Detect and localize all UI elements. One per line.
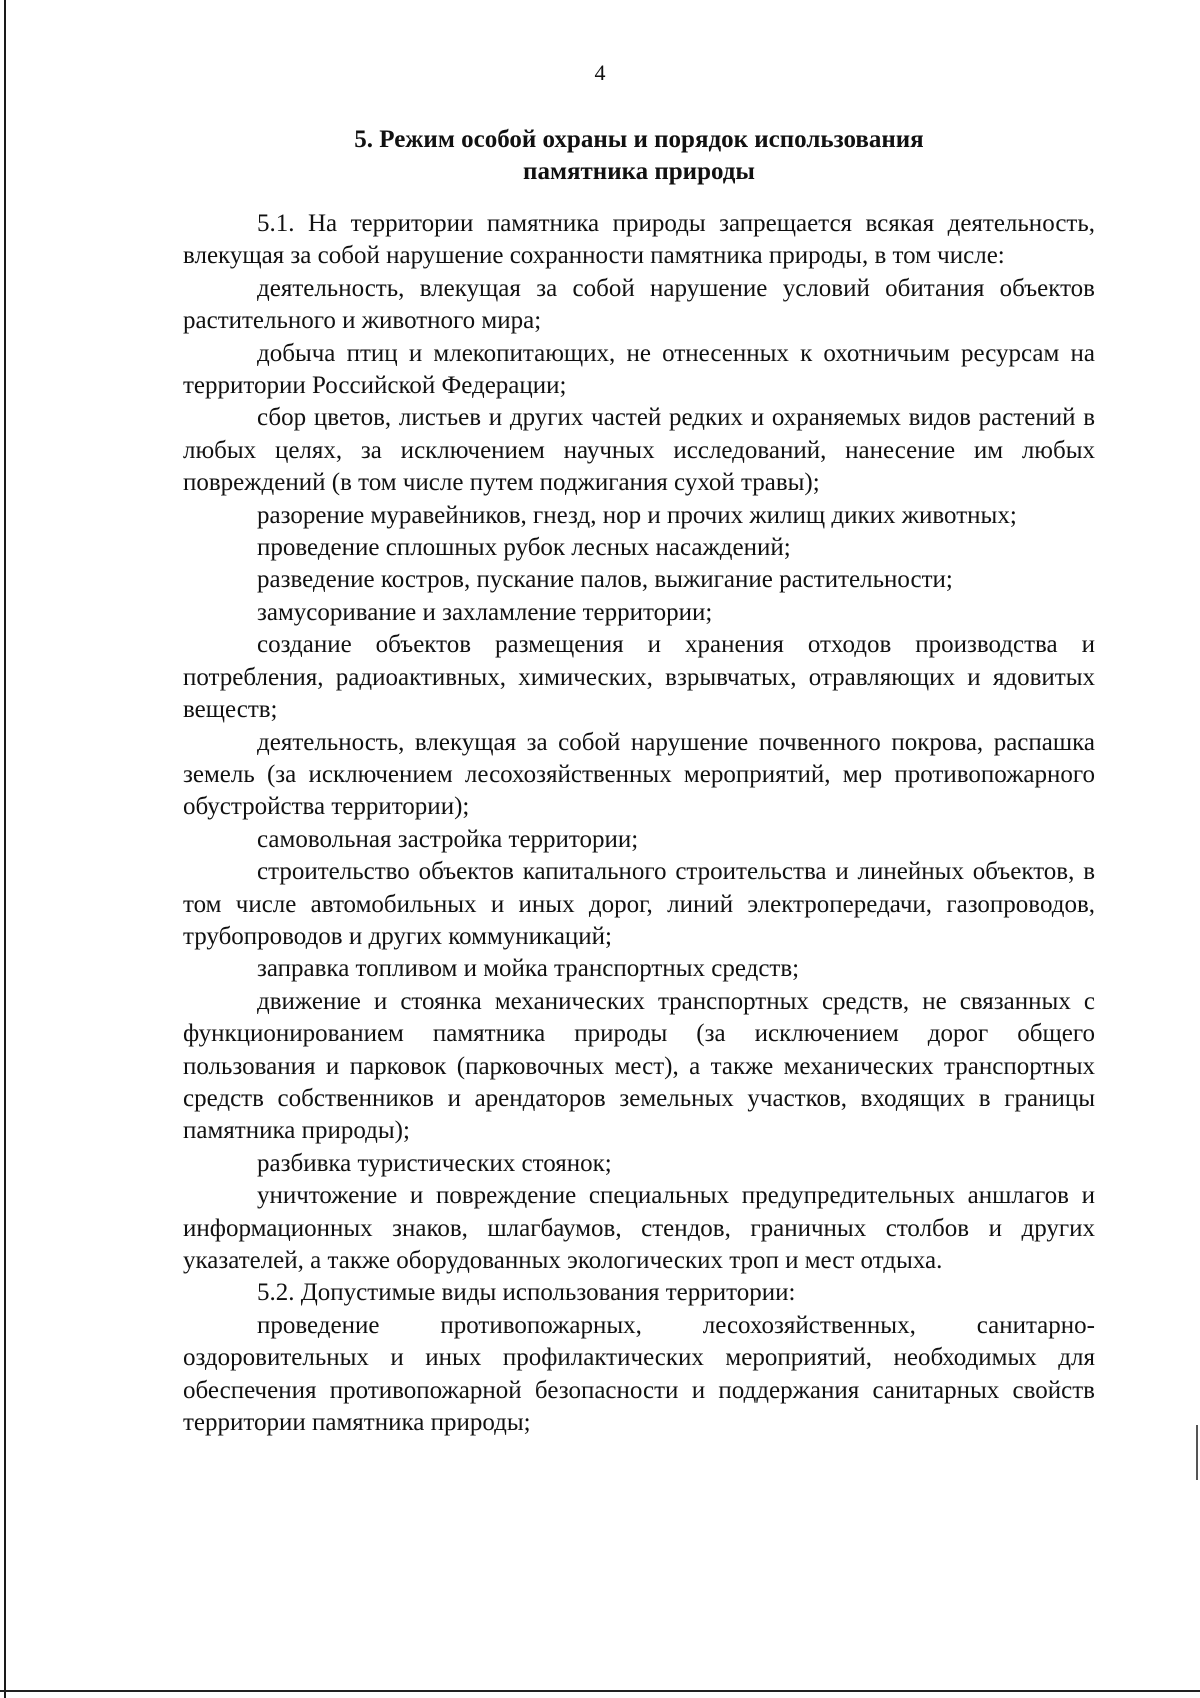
list-item: разведение костров, пускание палов, выжигание растительности; [257,566,953,594]
list-item: разбивка туристических стоянок; [257,1149,612,1177]
section-heading [183,124,1095,188]
list-item: проведение противопожарных, лесохозяйственных, санитарно-оздоровительных и иных профилактических мероприятий, необходимых для обеспечения противопожарной безопасности и поддержания санитарных свойств территории памятника природы; [183,1311,1095,1437]
list-item: движение и стоянка механических транспортных средств, не связанных с функционированием памятника природы (за исключением дорог общего пользования и парковок (парковочных мест), а также механических транспортных средств собственников и арендаторов земельных участков, входящих в границы памятника природы); [183,987,1095,1145]
list-item: замусоривание и захламление территории; [257,598,713,626]
list-item: создание объектов размещения и хранения отходов производства и потребления, радиоактивных, химических, взрывчатых, отравляющих и ядовитых веществ; [183,631,1095,724]
section-heading-line-2: памятника природы [523,158,755,185]
list-item: заправка топливом и мойка транспортных средств; [257,955,800,983]
list-item: деятельность, влекущая за собой нарушение почвенного покрова, распашка земель (за исключением лесохозяйственных мероприятий, мер противопожарного обустройства территории); [183,728,1095,821]
list-item: добыча птиц и млекопитающих, не отнесенных к охотничьим ресурсам на территории Российской Федерации; [183,339,1095,400]
scan-mark-right [1196,1425,1198,1480]
list-item: разорение муравейников, гнезд, нор и прочих жилищ диких животных; [257,501,1017,529]
section-heading-line-1: 5. Режим особой охраны и порядок использования [354,126,924,153]
document-body [183,208,1095,1439]
list-item: проведение сплошных рубок лесных насаждений; [257,534,791,562]
list-item: самовольная застройка территории; [257,825,639,853]
page-number: 4 [594,60,606,85]
list-item: сбор цветов, листьев и других частей редких и охраняемых видов растений в любых целях, за исключением научных исследований, нанесение им любых повреждений (в том числе путем поджигания сухой травы); [183,404,1095,497]
scan-border-bottom [0,1690,1200,1692]
paragraph-5-2: 5.2. Допустимые виды использования территории: [257,1279,796,1307]
list-item: уничтожение и повреждение специальных предупредительных аншлагов и информационных знаков, шлагбаумов, стендов, граничных столбов и других указателей, а также оборудованных экологических троп и мест отдыха. [183,1182,1095,1274]
paragraph-5-1: 5.1. На территории памятника природы запрещается всякая деятельность, влекущая за собой нарушение сохранности памятника природы, в том числе: [183,210,1095,270]
list-item: строительство объектов капитального строительства и линейных объектов, в том числе автомобильных и иных дорог, линий электропередачи, газопроводов, трубопроводов и других коммуникаций; [183,858,1095,950]
scan-border-left [4,0,6,1698]
list-item: деятельность, влекущая за собой нарушение условий обитания объектов растительного и животного мира; [183,274,1095,335]
